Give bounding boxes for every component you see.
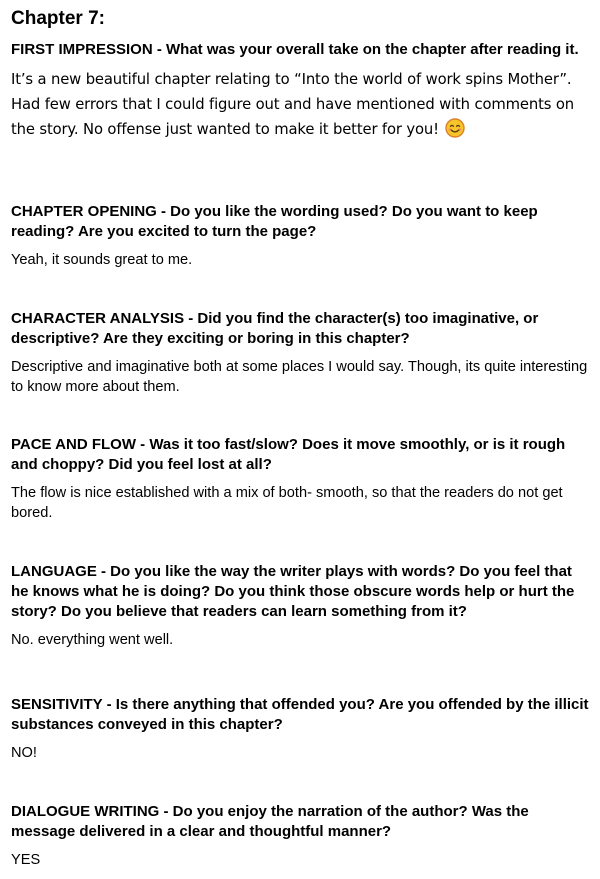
answer-language: No. everything went well. xyxy=(11,632,174,648)
section-chapter-opening xyxy=(11,202,593,270)
section-first-impression xyxy=(11,40,593,142)
question-character-analysis: CHARACTER ANALYSIS - Did you find the character(s) too imaginative, or descriptive? Are they exciting or boring in this chapter? xyxy=(11,310,539,347)
question-language: LANGUAGE - Do you like the way the writer plays with words? Do you feel that he knows what he is doing? Do you think those obscure words help or hurt the story? Do you believe that readers can learn something from it? xyxy=(11,563,575,620)
section-character-analysis xyxy=(11,309,593,397)
section-dialogue-writing xyxy=(11,802,593,870)
question-first-impression: FIRST IMPRESSION - What was your overall take on the chapter after reading it. xyxy=(11,41,579,58)
question-pace-and-flow: PACE AND FLOW - Was it too fast/slow? Does it move smoothly, or is it rough and choppy? Did you feel lost at all? xyxy=(11,436,566,473)
answer-chapter-opening: Yeah, it sounds great to me. xyxy=(11,252,193,268)
section-sensitivity xyxy=(11,695,593,763)
answer-pace-and-flow: The flow is nice established with a mix of both- smooth, so that the readers do not get bored. xyxy=(11,485,563,521)
answer-character-analysis: Descriptive and imaginative both at some places I would say. Though, its quite interesting to know more about them. xyxy=(11,359,588,395)
answer-dialogue-writing: YES xyxy=(11,852,41,868)
answer-first-impression-text: It’s a new beautiful chapter relating to “Into the world of work spins Mother”. Had few errors that I could figure out and have mentioned with comments on the story. No offense just wanted to make it better for you! xyxy=(11,71,574,138)
smiling-face-emoji-icon xyxy=(445,118,465,138)
question-dialogue-writing: DIALOGUE WRITING - Do you enjoy the narration of the author? Was the message delivered in a clear and thoughtful manner? xyxy=(11,803,529,840)
chapter-title: Chapter 7: xyxy=(11,8,105,29)
section-language xyxy=(11,562,593,650)
question-sensitivity: SENSITIVITY - Is there anything that offended you? Are you offended by the illicit substances conveyed in this chapter? xyxy=(11,696,589,733)
question-chapter-opening: CHAPTER OPENING - Do you like the wording used? Do you want to keep reading? Are you excited to turn the page? xyxy=(11,203,538,240)
answer-first-impression xyxy=(11,67,593,142)
section-pace-and-flow xyxy=(11,435,593,523)
answer-sensitivity: NO! xyxy=(11,745,37,761)
